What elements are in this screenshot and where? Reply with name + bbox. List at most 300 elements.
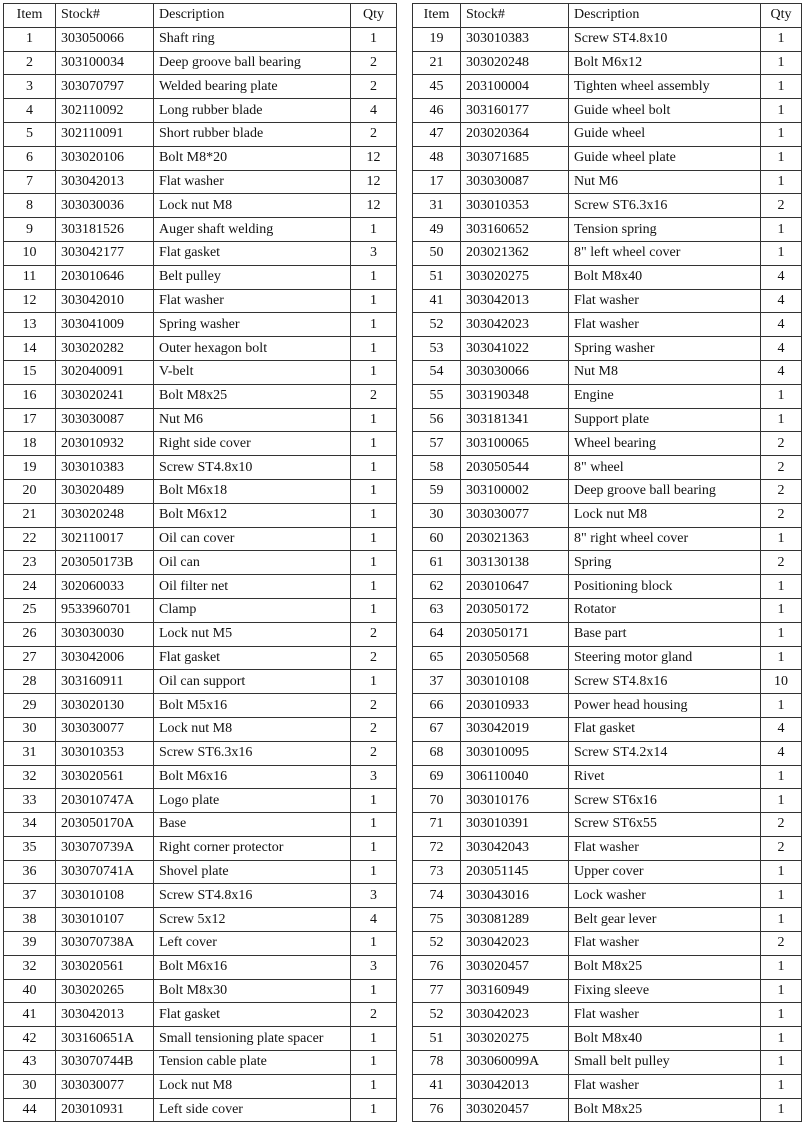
stock-cell: 303020282 <box>56 337 154 361</box>
description-cell: Lock nut M5 <box>154 622 351 646</box>
item-cell: 47 <box>413 122 461 146</box>
qty-cell: 1 <box>761 51 802 75</box>
item-cell: 16 <box>4 384 56 408</box>
description-cell: Support plate <box>569 408 761 432</box>
description-cell: Nut M6 <box>569 170 761 194</box>
qty-cell: 1 <box>761 598 802 622</box>
description-cell: Nut M8 <box>569 360 761 384</box>
item-cell: 31 <box>4 741 56 765</box>
description-cell: Spring <box>569 551 761 575</box>
item-cell: 32 <box>4 765 56 789</box>
qty-cell: 1 <box>351 932 397 956</box>
table-row <box>4 813 397 837</box>
description-cell: Guide wheel plate <box>569 146 761 170</box>
stock-cell: 303042010 <box>56 289 154 313</box>
item-cell: 1 <box>4 27 56 51</box>
qty-cell: 1 <box>761 1027 802 1051</box>
item-cell: 74 <box>413 884 461 908</box>
qty-cell: 1 <box>351 813 397 837</box>
description-cell: Flat gasket <box>154 1003 351 1027</box>
description-cell: Screw ST6x16 <box>569 789 761 813</box>
description-cell: V-belt <box>154 360 351 384</box>
item-cell: 42 <box>4 1027 56 1051</box>
table-header-row <box>4 4 397 28</box>
stock-cell: 303042013 <box>461 289 569 313</box>
table-row <box>413 860 802 884</box>
table-row <box>4 337 397 361</box>
description-cell: Bolt M8x25 <box>569 1098 761 1122</box>
table-row <box>413 789 802 813</box>
table-row <box>413 313 802 337</box>
item-cell: 6 <box>4 146 56 170</box>
qty-cell: 1 <box>351 313 397 337</box>
stock-cell: 302110091 <box>56 122 154 146</box>
table-row <box>4 75 397 99</box>
table-row <box>413 1051 802 1075</box>
stock-cell: 303030077 <box>56 717 154 741</box>
description-cell: Rotator <box>569 598 761 622</box>
table-row <box>4 908 397 932</box>
stock-cell: 302110017 <box>56 527 154 551</box>
description-cell: Screw ST4.8x16 <box>154 884 351 908</box>
item-cell: 24 <box>4 575 56 599</box>
column-header-qty: Qty <box>351 4 397 28</box>
item-cell: 5 <box>4 122 56 146</box>
table-row <box>4 789 397 813</box>
item-cell: 41 <box>413 289 461 313</box>
qty-cell: 1 <box>351 456 397 480</box>
qty-cell: 1 <box>351 1074 397 1098</box>
qty-cell: 1 <box>351 836 397 860</box>
qty-cell: 1 <box>761 1051 802 1075</box>
item-cell: 48 <box>413 146 461 170</box>
table-row <box>4 218 397 242</box>
description-cell: Flat washer <box>569 313 761 337</box>
stock-cell: 303160651A <box>56 1027 154 1051</box>
qty-cell: 4 <box>761 741 802 765</box>
description-cell: Screw ST6x55 <box>569 813 761 837</box>
item-cell: 68 <box>413 741 461 765</box>
table-row <box>413 384 802 408</box>
item-cell: 41 <box>4 1003 56 1027</box>
item-cell: 44 <box>4 1098 56 1122</box>
qty-cell: 2 <box>761 456 802 480</box>
description-cell: Oil can <box>154 551 351 575</box>
qty-cell: 2 <box>761 813 802 837</box>
qty-cell: 2 <box>351 741 397 765</box>
description-cell: Left side cover <box>154 1098 351 1122</box>
table-row <box>413 218 802 242</box>
item-cell: 55 <box>413 384 461 408</box>
description-cell: Tighten wheel assembly <box>569 75 761 99</box>
table-row <box>4 408 397 432</box>
description-cell: Guide wheel bolt <box>569 99 761 123</box>
table-row <box>413 622 802 646</box>
item-cell: 23 <box>4 551 56 575</box>
table-row <box>413 717 802 741</box>
table-row <box>4 575 397 599</box>
stock-cell: 203050544 <box>461 456 569 480</box>
item-cell: 62 <box>413 575 461 599</box>
qty-cell: 1 <box>351 670 397 694</box>
table-row <box>4 289 397 313</box>
stock-cell: 203050568 <box>461 646 569 670</box>
description-cell: Flat washer <box>569 289 761 313</box>
item-cell: 41 <box>413 1074 461 1098</box>
qty-cell: 1 <box>761 146 802 170</box>
qty-cell: 2 <box>761 479 802 503</box>
item-cell: 3 <box>4 75 56 99</box>
qty-cell: 1 <box>761 170 802 194</box>
qty-cell: 1 <box>351 575 397 599</box>
stock-cell: 302060033 <box>56 575 154 599</box>
item-cell: 77 <box>413 979 461 1003</box>
parts-table-right <box>412 3 802 1122</box>
qty-cell: 1 <box>351 479 397 503</box>
qty-cell: 3 <box>351 765 397 789</box>
description-cell: Spring washer <box>154 313 351 337</box>
description-cell: Clamp <box>154 598 351 622</box>
table-row <box>413 75 802 99</box>
stock-cell: 303010095 <box>461 741 569 765</box>
description-cell: Flat washer <box>154 170 351 194</box>
stock-cell: 303020241 <box>56 384 154 408</box>
qty-cell: 12 <box>351 170 397 194</box>
stock-cell: 303070739A <box>56 836 154 860</box>
qty-cell: 2 <box>761 432 802 456</box>
qty-cell: 1 <box>761 241 802 265</box>
description-cell: Lock nut M8 <box>569 503 761 527</box>
qty-cell: 3 <box>351 884 397 908</box>
item-cell: 30 <box>413 503 461 527</box>
table-row <box>4 456 397 480</box>
stock-cell: 203050170A <box>56 813 154 837</box>
description-cell: Positioning block <box>569 575 761 599</box>
qty-cell: 2 <box>351 694 397 718</box>
qty-cell: 1 <box>351 1098 397 1122</box>
stock-cell: 303010383 <box>461 27 569 51</box>
description-cell: 8" right wheel cover <box>569 527 761 551</box>
qty-cell: 2 <box>351 646 397 670</box>
stock-cell: 303081289 <box>461 908 569 932</box>
item-cell: 57 <box>413 432 461 456</box>
qty-cell: 4 <box>761 313 802 337</box>
description-cell: Guide wheel <box>569 122 761 146</box>
description-cell: 8" wheel <box>569 456 761 480</box>
qty-cell: 1 <box>761 527 802 551</box>
qty-cell: 1 <box>761 1003 802 1027</box>
description-cell: Screw ST4.2x14 <box>569 741 761 765</box>
qty-cell: 1 <box>351 337 397 361</box>
description-cell: Flat gasket <box>569 717 761 741</box>
description-cell: Bolt M6x12 <box>569 51 761 75</box>
description-cell: Bolt M6x16 <box>154 955 351 979</box>
stock-cell: 303041009 <box>56 313 154 337</box>
stock-cell: 303020275 <box>461 265 569 289</box>
qty-cell: 1 <box>761 694 802 718</box>
description-cell: Bolt M8x25 <box>154 384 351 408</box>
item-cell: 19 <box>4 456 56 480</box>
description-cell: Flat washer <box>154 289 351 313</box>
description-cell: Screw 5x12 <box>154 908 351 932</box>
qty-cell: 12 <box>351 194 397 218</box>
column-header-item: Item <box>4 4 56 28</box>
table-row <box>4 122 397 146</box>
qty-cell: 1 <box>351 289 397 313</box>
item-cell: 73 <box>413 860 461 884</box>
qty-cell: 1 <box>351 432 397 456</box>
table-row <box>4 1074 397 1098</box>
item-cell: 33 <box>4 789 56 813</box>
table-row <box>413 670 802 694</box>
stock-cell: 203010647 <box>461 575 569 599</box>
item-cell: 18 <box>4 432 56 456</box>
description-cell: Deep groove ball bearing <box>569 479 761 503</box>
qty-cell: 1 <box>351 360 397 384</box>
description-cell: Upper cover <box>569 860 761 884</box>
description-cell: Small tensioning plate spacer <box>154 1027 351 1051</box>
table-row <box>413 1098 802 1122</box>
item-cell: 15 <box>4 360 56 384</box>
item-cell: 37 <box>4 884 56 908</box>
description-cell: Base part <box>569 622 761 646</box>
description-cell: Flat washer <box>569 1003 761 1027</box>
table-row <box>4 384 397 408</box>
description-cell: Engine <box>569 384 761 408</box>
table-row <box>4 765 397 789</box>
description-cell: Spring washer <box>569 337 761 361</box>
table-row <box>413 432 802 456</box>
qty-cell: 1 <box>761 908 802 932</box>
stock-cell: 303020130 <box>56 694 154 718</box>
item-cell: 75 <box>413 908 461 932</box>
description-cell: Screw ST6.3x16 <box>154 741 351 765</box>
item-cell: 10 <box>4 241 56 265</box>
qty-cell: 2 <box>351 1003 397 1027</box>
qty-cell: 1 <box>351 598 397 622</box>
stock-cell: 303160177 <box>461 99 569 123</box>
table-row <box>413 146 802 170</box>
item-cell: 76 <box>413 955 461 979</box>
qty-cell: 1 <box>761 646 802 670</box>
qty-cell: 1 <box>761 765 802 789</box>
qty-cell: 1 <box>761 955 802 979</box>
stock-cell: 203021363 <box>461 527 569 551</box>
stock-cell: 303042023 <box>461 313 569 337</box>
item-cell: 12 <box>4 289 56 313</box>
description-cell: Lock washer <box>569 884 761 908</box>
item-cell: 69 <box>413 765 461 789</box>
stock-cell: 203050173B <box>56 551 154 575</box>
description-cell: Bolt M6x12 <box>154 503 351 527</box>
item-cell: 49 <box>413 218 461 242</box>
description-cell: Outer hexagon bolt <box>154 337 351 361</box>
description-cell: Base <box>154 813 351 837</box>
table-row <box>413 194 802 218</box>
description-cell: Long rubber blade <box>154 99 351 123</box>
stock-cell: 203050171 <box>461 622 569 646</box>
qty-cell: 2 <box>351 384 397 408</box>
description-cell: Bolt M6x18 <box>154 479 351 503</box>
item-cell: 31 <box>413 194 461 218</box>
item-cell: 64 <box>413 622 461 646</box>
stock-cell: 303130138 <box>461 551 569 575</box>
item-cell: 13 <box>4 313 56 337</box>
item-cell: 4 <box>4 99 56 123</box>
qty-cell: 2 <box>761 836 802 860</box>
stock-cell: 303042043 <box>461 836 569 860</box>
table-row <box>4 146 397 170</box>
stock-cell: 303010353 <box>56 741 154 765</box>
qty-cell: 4 <box>761 265 802 289</box>
item-cell: 43 <box>4 1051 56 1075</box>
description-cell: Bolt M8x25 <box>569 955 761 979</box>
item-cell: 17 <box>413 170 461 194</box>
description-cell: Belt gear lever <box>569 908 761 932</box>
table-row <box>413 979 802 1003</box>
stock-cell: 303160949 <box>461 979 569 1003</box>
stock-cell: 303010108 <box>461 670 569 694</box>
item-cell: 30 <box>4 1074 56 1098</box>
item-cell: 40 <box>4 979 56 1003</box>
item-cell: 28 <box>4 670 56 694</box>
item-cell: 11 <box>4 265 56 289</box>
description-cell: Bolt M8*20 <box>154 146 351 170</box>
table-row <box>4 170 397 194</box>
table-row <box>4 1051 397 1075</box>
column-header-qty: Qty <box>761 4 802 28</box>
table-row <box>4 717 397 741</box>
description-cell: Belt pulley <box>154 265 351 289</box>
description-cell: Bolt M8x40 <box>569 1027 761 1051</box>
description-cell: Tension cable plate <box>154 1051 351 1075</box>
item-cell: 53 <box>413 337 461 361</box>
stock-cell: 303041022 <box>461 337 569 361</box>
stock-cell: 303010353 <box>461 194 569 218</box>
qty-cell: 1 <box>761 884 802 908</box>
stock-cell: 303042013 <box>56 1003 154 1027</box>
stock-cell: 302040091 <box>56 360 154 384</box>
item-cell: 60 <box>413 527 461 551</box>
item-cell: 59 <box>413 479 461 503</box>
qty-cell: 2 <box>351 717 397 741</box>
item-cell: 76 <box>413 1098 461 1122</box>
description-cell: Power head housing <box>569 694 761 718</box>
item-cell: 58 <box>413 456 461 480</box>
table-row <box>4 694 397 718</box>
stock-cell: 303030066 <box>461 360 569 384</box>
qty-cell: 1 <box>351 503 397 527</box>
stock-cell: 203010933 <box>461 694 569 718</box>
stock-cell: 303071685 <box>461 146 569 170</box>
stock-cell: 306110040 <box>461 765 569 789</box>
table-row <box>4 1003 397 1027</box>
table-row <box>413 955 802 979</box>
qty-cell: 1 <box>761 575 802 599</box>
qty-cell: 1 <box>351 408 397 432</box>
description-cell: Deep groove ball bearing <box>154 51 351 75</box>
qty-cell: 4 <box>761 337 802 361</box>
table-row <box>4 265 397 289</box>
stock-cell: 203020364 <box>461 122 569 146</box>
description-cell: Screw ST4.8x16 <box>569 670 761 694</box>
table-row <box>413 408 802 432</box>
table-row <box>4 646 397 670</box>
stock-cell: 303020561 <box>56 765 154 789</box>
qty-cell: 2 <box>761 932 802 956</box>
item-cell: 78 <box>413 1051 461 1075</box>
table-row <box>413 908 802 932</box>
description-cell: Oil can support <box>154 670 351 694</box>
table-row <box>4 194 397 218</box>
table-row <box>4 432 397 456</box>
stock-cell: 303030087 <box>56 408 154 432</box>
qty-cell: 1 <box>351 1051 397 1075</box>
description-cell: Right side cover <box>154 432 351 456</box>
qty-cell: 2 <box>351 122 397 146</box>
item-cell: 37 <box>413 670 461 694</box>
table-row <box>4 51 397 75</box>
table-row <box>413 527 802 551</box>
item-cell: 63 <box>413 598 461 622</box>
stock-cell: 303020106 <box>56 146 154 170</box>
item-cell: 38 <box>4 908 56 932</box>
qty-cell: 1 <box>761 622 802 646</box>
stock-cell: 303042013 <box>56 170 154 194</box>
qty-cell: 1 <box>351 551 397 575</box>
item-cell: 32 <box>4 955 56 979</box>
description-cell: Right corner protector <box>154 836 351 860</box>
table-row <box>4 979 397 1003</box>
item-cell: 19 <box>413 27 461 51</box>
description-cell: Screw ST4.8x10 <box>154 456 351 480</box>
qty-cell: 1 <box>351 527 397 551</box>
description-cell: Flat washer <box>569 836 761 860</box>
table-row <box>413 646 802 670</box>
item-cell: 27 <box>4 646 56 670</box>
column-header-stock: Stock# <box>461 4 569 28</box>
table-row <box>4 479 397 503</box>
description-cell: Tension spring <box>569 218 761 242</box>
column-header-stock: Stock# <box>56 4 154 28</box>
stock-cell: 303042023 <box>461 932 569 956</box>
table-row <box>413 598 802 622</box>
table-row <box>413 27 802 51</box>
stock-cell: 303030077 <box>461 503 569 527</box>
stock-cell: 303042006 <box>56 646 154 670</box>
stock-cell: 303070744B <box>56 1051 154 1075</box>
table-row <box>413 694 802 718</box>
description-cell: Steering motor gland <box>569 646 761 670</box>
table-row <box>4 1098 397 1122</box>
stock-cell: 303020248 <box>56 503 154 527</box>
description-cell: Flat washer <box>569 932 761 956</box>
item-cell: 22 <box>4 527 56 551</box>
item-cell: 71 <box>413 813 461 837</box>
table-row <box>413 884 802 908</box>
description-cell: Lock nut M8 <box>154 1074 351 1098</box>
table-row <box>4 551 397 575</box>
table-row <box>413 122 802 146</box>
qty-cell: 4 <box>761 717 802 741</box>
qty-cell: 1 <box>351 860 397 884</box>
description-cell: Bolt M5x16 <box>154 694 351 718</box>
parts-table-left <box>3 3 397 1122</box>
description-cell: Welded bearing plate <box>154 75 351 99</box>
stock-cell: 303010176 <box>461 789 569 813</box>
qty-cell: 4 <box>351 99 397 123</box>
table-row <box>413 813 802 837</box>
